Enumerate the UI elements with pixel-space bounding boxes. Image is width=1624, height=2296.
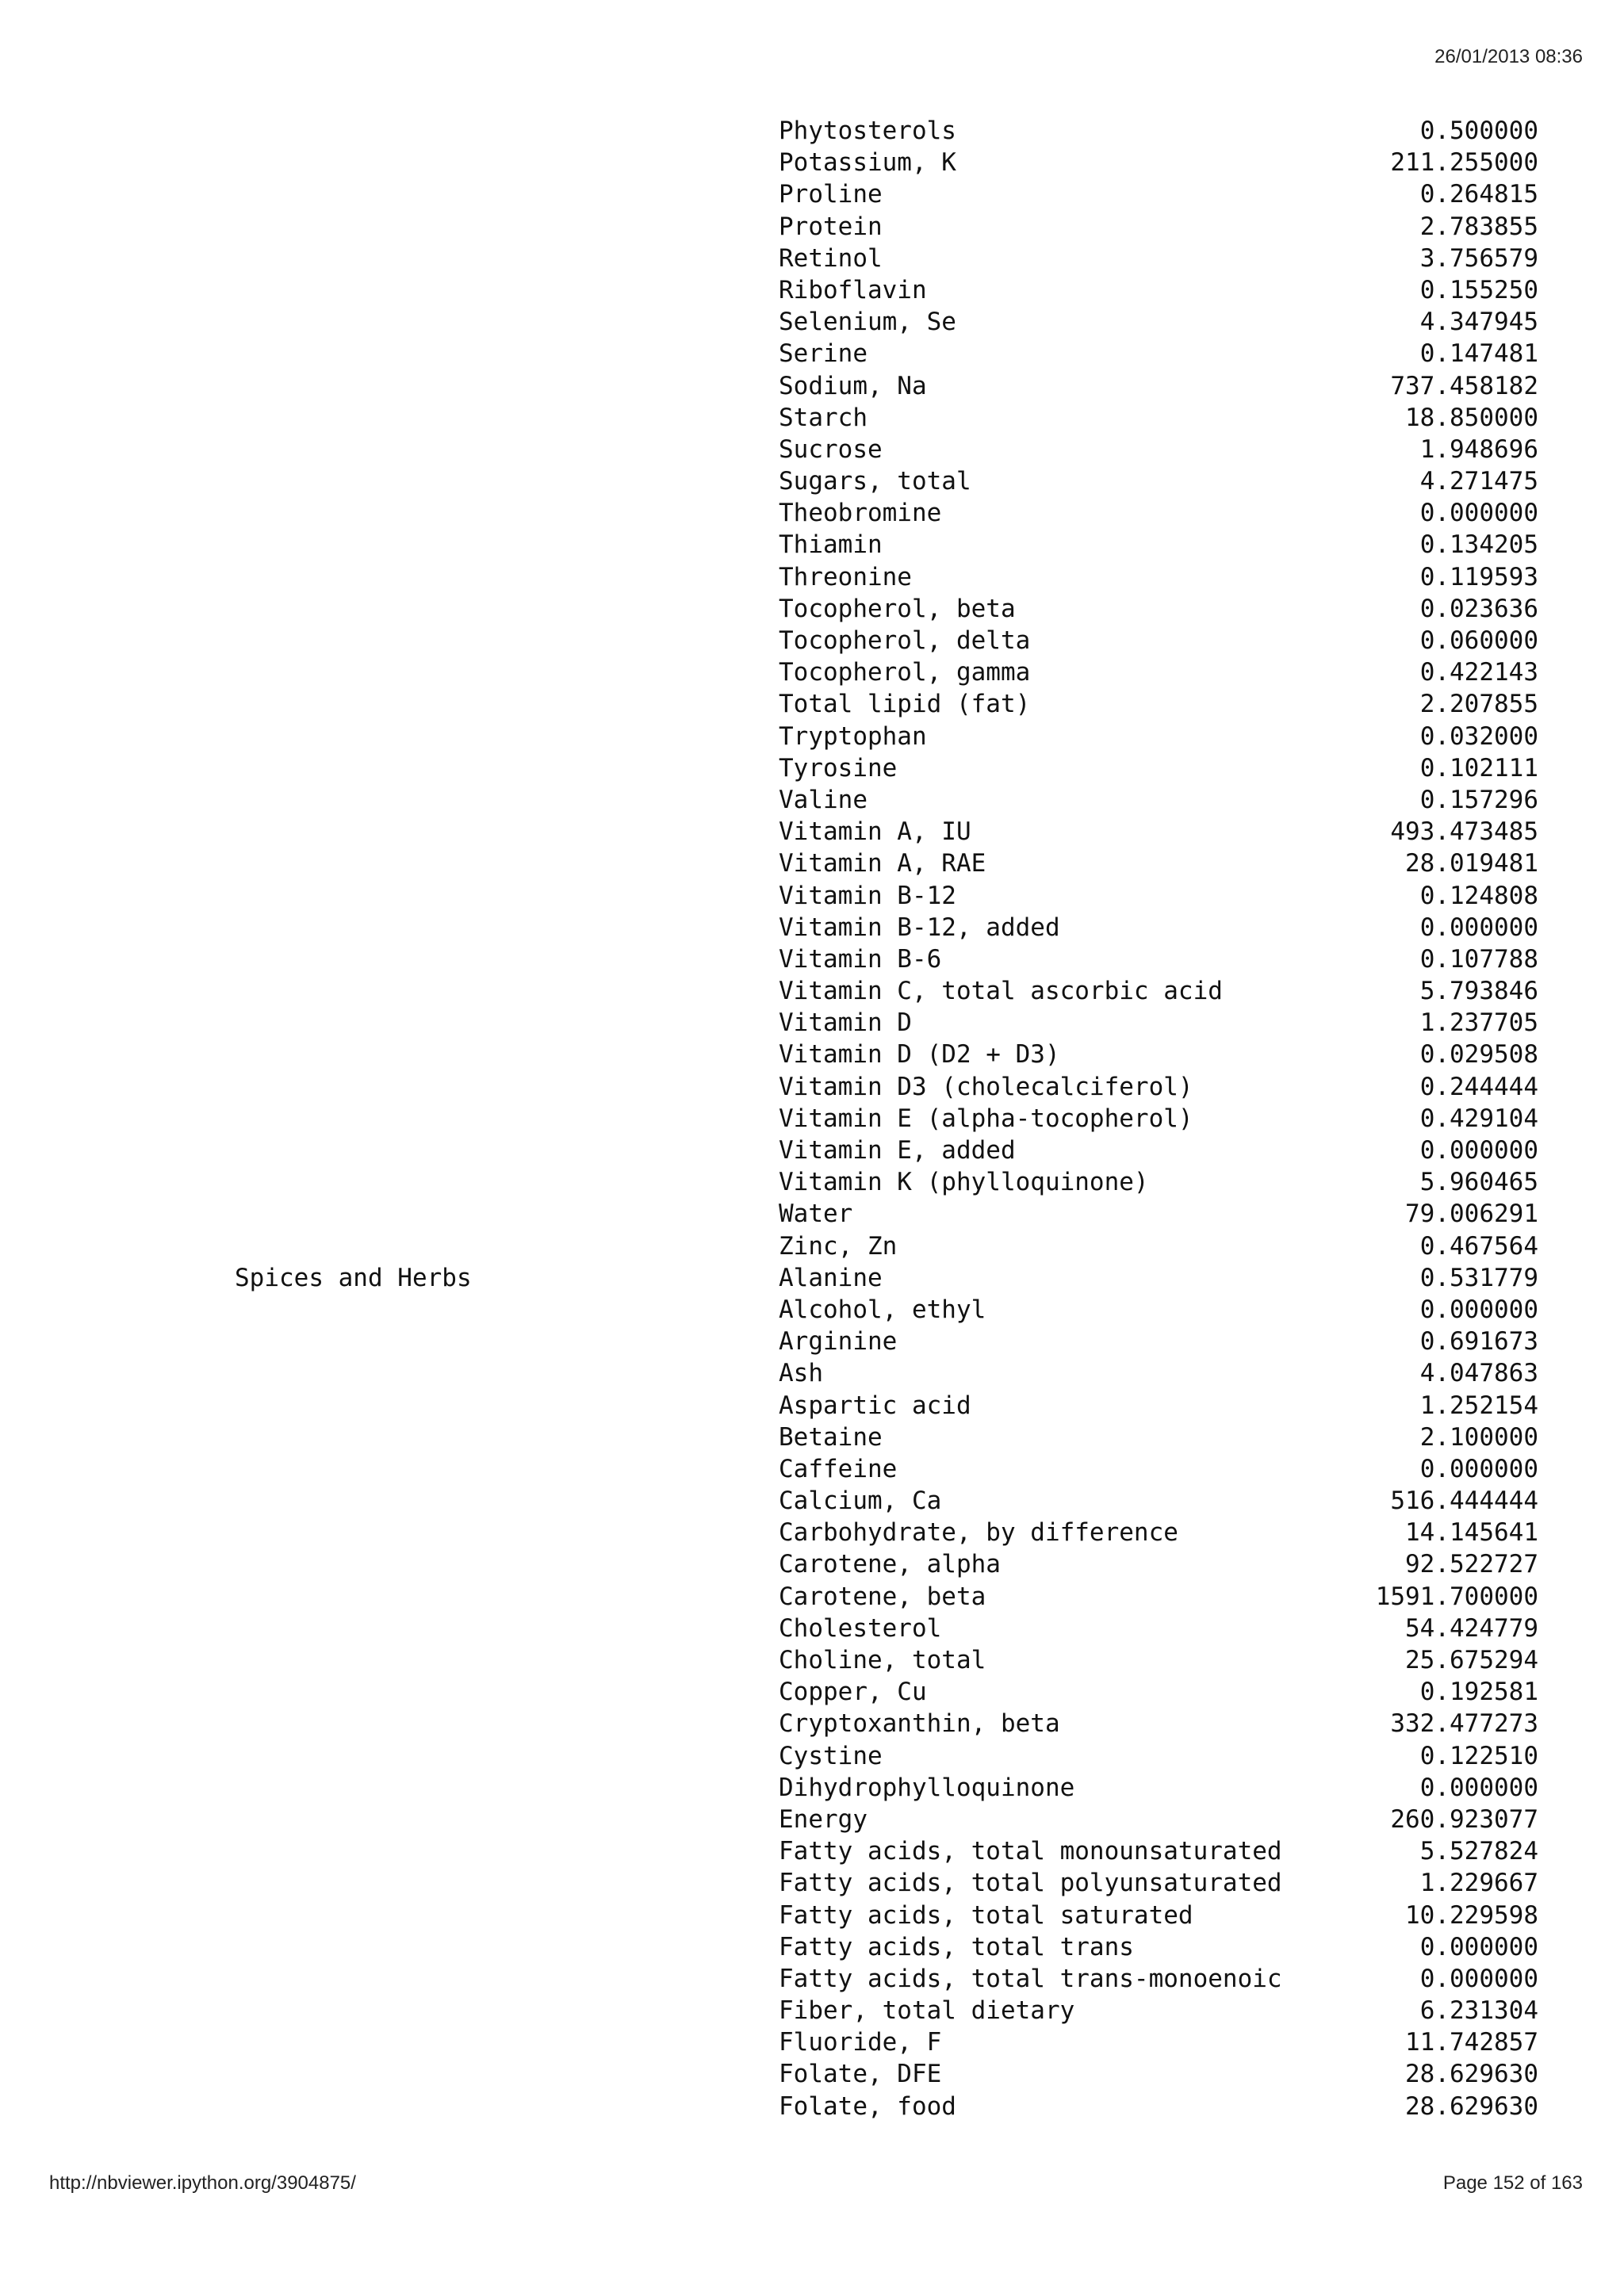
page-footer-url: http://nbviewer.ipython.org/3904875/ (49, 2172, 356, 2194)
nutrient-name-cell: Vitamin B-12 (779, 881, 956, 910)
nutrient-name-cell: Fatty acids, total monounsaturated (779, 1837, 1282, 1866)
table-row (0, 1740, 1624, 1772)
table-row (0, 561, 1624, 593)
nutrient-value-cell: 0.000000 (1419, 1454, 1538, 1483)
nutrient-name-cell: Cryptoxanthin, beta (779, 1709, 1060, 1739)
table-row (0, 147, 1624, 178)
nutrient-name-cell: Sucrose (779, 434, 883, 464)
nutrient-value-cell: 1.229667 (1419, 1869, 1538, 1898)
nutrient-value-cell: 18.850000 (1405, 403, 1538, 432)
nutrient-value-cell: 1.948696 (1419, 434, 1538, 464)
table-row (0, 370, 1624, 402)
table-row (0, 1867, 1624, 1899)
nutrient-value-cell: 0.124808 (1419, 881, 1538, 910)
nutrient-table (0, 115, 1624, 2122)
nutrient-name-cell: Tocopherol, delta (779, 626, 1031, 655)
table-row (0, 848, 1624, 879)
table-row (0, 1390, 1624, 1422)
nutrient-name-cell: Tyrosine (779, 753, 898, 783)
nutrient-name-cell: Serine (779, 339, 868, 369)
nutrient-value-cell: 5.527824 (1419, 1837, 1538, 1866)
nutrient-name-cell: Carotene, alpha (779, 1550, 1001, 1579)
nutrient-name-cell: Vitamin D (D2 + D3) (779, 1040, 1060, 1070)
nutrient-value-cell: 10.229598 (1405, 1900, 1538, 1930)
table-row (0, 1071, 1624, 1103)
nutrient-value-cell: 0.531779 (1419, 1263, 1538, 1292)
nutrient-value-cell: 0.467564 (1419, 1231, 1538, 1261)
nutrient-name-cell: Vitamin D3 (cholecalciferol) (779, 1072, 1193, 1101)
table-row (0, 1103, 1624, 1135)
nutrient-name-cell: Vitamin E (alpha-tocopherol) (779, 1104, 1193, 1133)
table-row (0, 943, 1624, 975)
table-row (0, 1453, 1624, 1485)
nutrient-value-cell: 14.145641 (1405, 1518, 1538, 1548)
page-number: Page 152 of 163 (1442, 2172, 1583, 2194)
nutrient-value-cell: 28.019481 (1405, 849, 1538, 878)
nutrient-value-cell: 28.629630 (1405, 2060, 1538, 2089)
nutrient-name-cell: Fiber, total dietary (779, 1996, 1075, 2026)
table-row (0, 1613, 1624, 1644)
nutrient-value-cell: 2.207855 (1419, 690, 1538, 719)
table-row (0, 1039, 1624, 1070)
nutrient-value-cell: 3.756579 (1419, 243, 1538, 273)
nutrient-name-cell: Vitamin K (phylloquinone) (779, 1168, 1149, 1197)
nutrient-value-cell: 211.255000 (1390, 148, 1538, 178)
table-row (0, 1517, 1624, 1548)
nutrient-name-cell: Vitamin C, total ascorbic acid (779, 977, 1223, 1006)
nutrient-value-cell: 2.100000 (1419, 1422, 1538, 1452)
nutrient-name-cell: Energy (779, 1804, 868, 1834)
table-row (0, 211, 1624, 243)
nutrient-value-cell: 1.252154 (1419, 1391, 1538, 1420)
nutrient-value-cell: 493.473485 (1390, 817, 1538, 847)
table-row (0, 1548, 1624, 1580)
table-row (0, 593, 1624, 625)
nutrient-value-cell: 0.155250 (1419, 275, 1538, 304)
nutrient-value-cell: 0.000000 (1419, 913, 1538, 942)
nutrient-name-cell: Fatty acids, total polyunsaturated (779, 1869, 1282, 1898)
nutrient-name-cell: Dihydrophylloquinone (779, 1773, 1075, 1802)
table-row (0, 1357, 1624, 1389)
table-row (0, 1326, 1624, 1357)
nutrient-value-cell: 5.793846 (1419, 977, 1538, 1006)
nutrient-value-cell: 0.122510 (1419, 1741, 1538, 1770)
nutrient-value-cell: 0.000000 (1419, 1773, 1538, 1802)
nutrient-name-cell: Potassium, K (779, 148, 956, 178)
nutrient-value-cell: 2.783855 (1419, 212, 1538, 241)
table-row (0, 656, 1624, 688)
nutrient-name-cell: Vitamin D (779, 1008, 912, 1038)
table-row (0, 274, 1624, 306)
nutrient-name-cell: Sugars, total (779, 467, 971, 496)
nutrient-name-cell: Tocopherol, beta (779, 594, 1016, 623)
table-row (0, 115, 1624, 147)
nutrient-value-cell: 0.032000 (1419, 721, 1538, 751)
nutrient-value-cell: 0.119593 (1419, 562, 1538, 591)
nutrient-value-cell: 332.477273 (1390, 1709, 1538, 1739)
nutrient-value-cell: 25.675294 (1405, 1646, 1538, 1674)
table-row (0, 338, 1624, 369)
nutrient-value-cell: 0.023636 (1419, 594, 1538, 623)
table-row (0, 1931, 1624, 1963)
nutrient-name-cell: Selenium, Se (779, 308, 956, 337)
nutrient-value-cell: 5.960465 (1419, 1168, 1538, 1197)
nutrient-name-cell: Fatty acids, total saturated (779, 1900, 1193, 1930)
table-row (0, 1708, 1624, 1739)
nutrient-name-cell: Vitamin A, RAE (779, 849, 986, 878)
table-row (0, 1581, 1624, 1613)
table-row (0, 975, 1624, 1007)
nutrient-value-cell: 92.522727 (1405, 1550, 1538, 1579)
table-row (0, 1804, 1624, 1835)
table-row (0, 465, 1624, 497)
nutrient-name-cell: Retinol (779, 243, 883, 273)
table-row (0, 1995, 1624, 2026)
nutrient-name-cell: Thiamin (779, 530, 883, 560)
nutrient-name-cell: Vitamin B-6 (779, 944, 942, 974)
nutrient-name-cell: Alanine (779, 1263, 883, 1292)
nutrient-name-cell: Vitamin A, IU (779, 817, 971, 847)
nutrient-name-cell: Arginine (779, 1327, 898, 1357)
nutrient-name-cell: Cystine (779, 1741, 883, 1770)
nutrient-value-cell: 0.060000 (1419, 626, 1538, 655)
nutrient-value-cell: 0.000000 (1419, 1932, 1538, 1961)
nutrient-name-cell: Water (779, 1200, 853, 1229)
table-row (0, 1676, 1624, 1708)
table-row (0, 1835, 1624, 1867)
table-row (0, 1230, 1624, 1262)
table-row (0, 880, 1624, 912)
nutrient-value-cell: 4.347945 (1419, 308, 1538, 337)
nutrient-value-cell: 0.107788 (1419, 944, 1538, 974)
nutrient-value-cell: 0.000000 (1419, 1964, 1538, 1993)
nutrient-value-cell: 737.458182 (1390, 371, 1538, 400)
nutrient-value-cell: 6.231304 (1419, 1996, 1538, 2026)
nutrient-name-cell: Vitamin B-12, added (779, 913, 1060, 942)
nutrient-value-cell: 0.029508 (1419, 1040, 1538, 1070)
table-row (0, 784, 1624, 816)
nutrient-value-cell: 0.000000 (1419, 1136, 1538, 1165)
category-cell: Spices and Herbs (235, 1263, 472, 1292)
nutrient-name-cell: Folate, food (779, 2091, 956, 2121)
nutrient-value-cell: 4.047863 (1419, 1359, 1538, 1388)
nutrient-value-cell: 79.006291 (1405, 1200, 1538, 1229)
nutrient-value-cell: 28.629630 (1405, 2091, 1538, 2121)
table-row (0, 243, 1624, 274)
nutrient-name-cell: Riboflavin (779, 275, 927, 304)
table-row (0, 1422, 1624, 1453)
nutrient-value-cell: 0.192581 (1419, 1678, 1538, 1707)
nutrient-value-cell: 0.244444 (1419, 1072, 1538, 1101)
table-row (0, 1644, 1624, 1676)
nutrient-value-cell: 0.422143 (1419, 658, 1538, 687)
table-row (0, 1294, 1624, 1326)
nutrient-name-cell: Theobromine (779, 499, 942, 528)
table-row (0, 306, 1624, 338)
table-row (0, 1772, 1624, 1804)
nutrient-value-cell: 11.742857 (1405, 2028, 1538, 2057)
table-row (0, 1485, 1624, 1517)
nutrient-name-cell: Fluoride, F (779, 2028, 942, 2057)
table-row (0, 1007, 1624, 1039)
nutrient-name-cell: Copper, Cu (779, 1678, 927, 1707)
nutrient-value-cell: 0.157296 (1419, 785, 1538, 814)
nutrient-name-cell: Folate, DFE (779, 2060, 942, 2089)
nutrient-name-cell: Betaine (779, 1422, 883, 1452)
nutrient-name-cell: Tryptophan (779, 721, 927, 751)
table-row (0, 2058, 1624, 2090)
nutrient-name-cell: Caffeine (779, 1454, 898, 1483)
nutrient-name-cell: Vitamin E, added (779, 1136, 1016, 1165)
nutrient-value-cell: 0.691673 (1419, 1327, 1538, 1357)
table-row (0, 1135, 1624, 1166)
table-row (0, 2026, 1624, 2058)
nutrient-name-cell: Ash (779, 1359, 823, 1388)
table-row (0, 1262, 1624, 1294)
nutrient-name-cell: Carotene, beta (779, 1582, 986, 1611)
nutrient-value-cell: 0.000000 (1419, 1295, 1538, 1324)
nutrient-name-cell: Sodium, Na (779, 371, 927, 400)
table-row (0, 688, 1624, 720)
table-row (0, 816, 1624, 848)
table-row (0, 625, 1624, 656)
nutrient-name-cell: Starch (779, 403, 868, 432)
nutrient-name-cell: Valine (779, 785, 868, 814)
table-row (0, 497, 1624, 529)
nutrient-name-cell: Aspartic acid (779, 1391, 971, 1420)
table-row (0, 1900, 1624, 1931)
nutrient-value-cell: 0.500000 (1419, 117, 1538, 145)
nutrient-value-cell: 260.923077 (1390, 1804, 1538, 1834)
nutrient-value-cell: 0.429104 (1419, 1104, 1538, 1133)
nutrient-value-cell: 0.102111 (1419, 753, 1538, 783)
nutrient-name-cell: Total lipid (fat) (779, 690, 1031, 719)
nutrient-name-cell: Zinc, Zn (779, 1231, 898, 1261)
nutrient-value-cell: 0.147481 (1419, 339, 1538, 369)
nutrient-name-cell: Fatty acids, total trans-monoenoic (779, 1964, 1282, 1993)
table-row (0, 2091, 1624, 2122)
table-row (0, 1963, 1624, 1995)
nutrient-value-cell: 0.264815 (1419, 180, 1538, 209)
nutrient-value-cell: 4.271475 (1419, 467, 1538, 496)
nutrient-name-cell: Calcium, Ca (779, 1487, 942, 1516)
table-row (0, 752, 1624, 784)
nutrient-value-cell: 1591.700000 (1375, 1582, 1538, 1611)
nutrient-value-cell: 0.134205 (1419, 530, 1538, 560)
nutrient-value-cell: 54.424779 (1405, 1613, 1538, 1643)
nutrient-name-cell: Threonine (779, 562, 912, 591)
nutrient-name-cell: Cholesterol (779, 1613, 942, 1643)
table-row (0, 721, 1624, 752)
nutrient-name-cell: Phytosterols (779, 117, 956, 145)
nutrient-value-cell: 516.444444 (1390, 1487, 1538, 1516)
nutrient-value-cell: 1.237705 (1419, 1008, 1538, 1038)
table-row (0, 912, 1624, 943)
nutrient-name-cell: Tocopherol, gamma (779, 658, 1031, 687)
nutrient-name-cell: Alcohol, ethyl (779, 1295, 986, 1324)
nutrient-name-cell: Choline, total (779, 1646, 986, 1674)
table-row (0, 434, 1624, 465)
nutrient-name-cell: Proline (779, 180, 883, 209)
table-row (0, 529, 1624, 561)
table-row (0, 402, 1624, 434)
nutrient-name-cell: Carbohydrate, by difference (779, 1518, 1178, 1548)
table-row (0, 1198, 1624, 1230)
table-row (0, 1166, 1624, 1198)
table-row (0, 178, 1624, 210)
nutrient-name-cell: Protein (779, 212, 883, 241)
nutrient-name-cell: Fatty acids, total trans (779, 1932, 1134, 1961)
page-header-timestamp: 26/01/2013 08:36 (1434, 46, 1583, 67)
nutrient-value-cell: 0.000000 (1419, 499, 1538, 528)
